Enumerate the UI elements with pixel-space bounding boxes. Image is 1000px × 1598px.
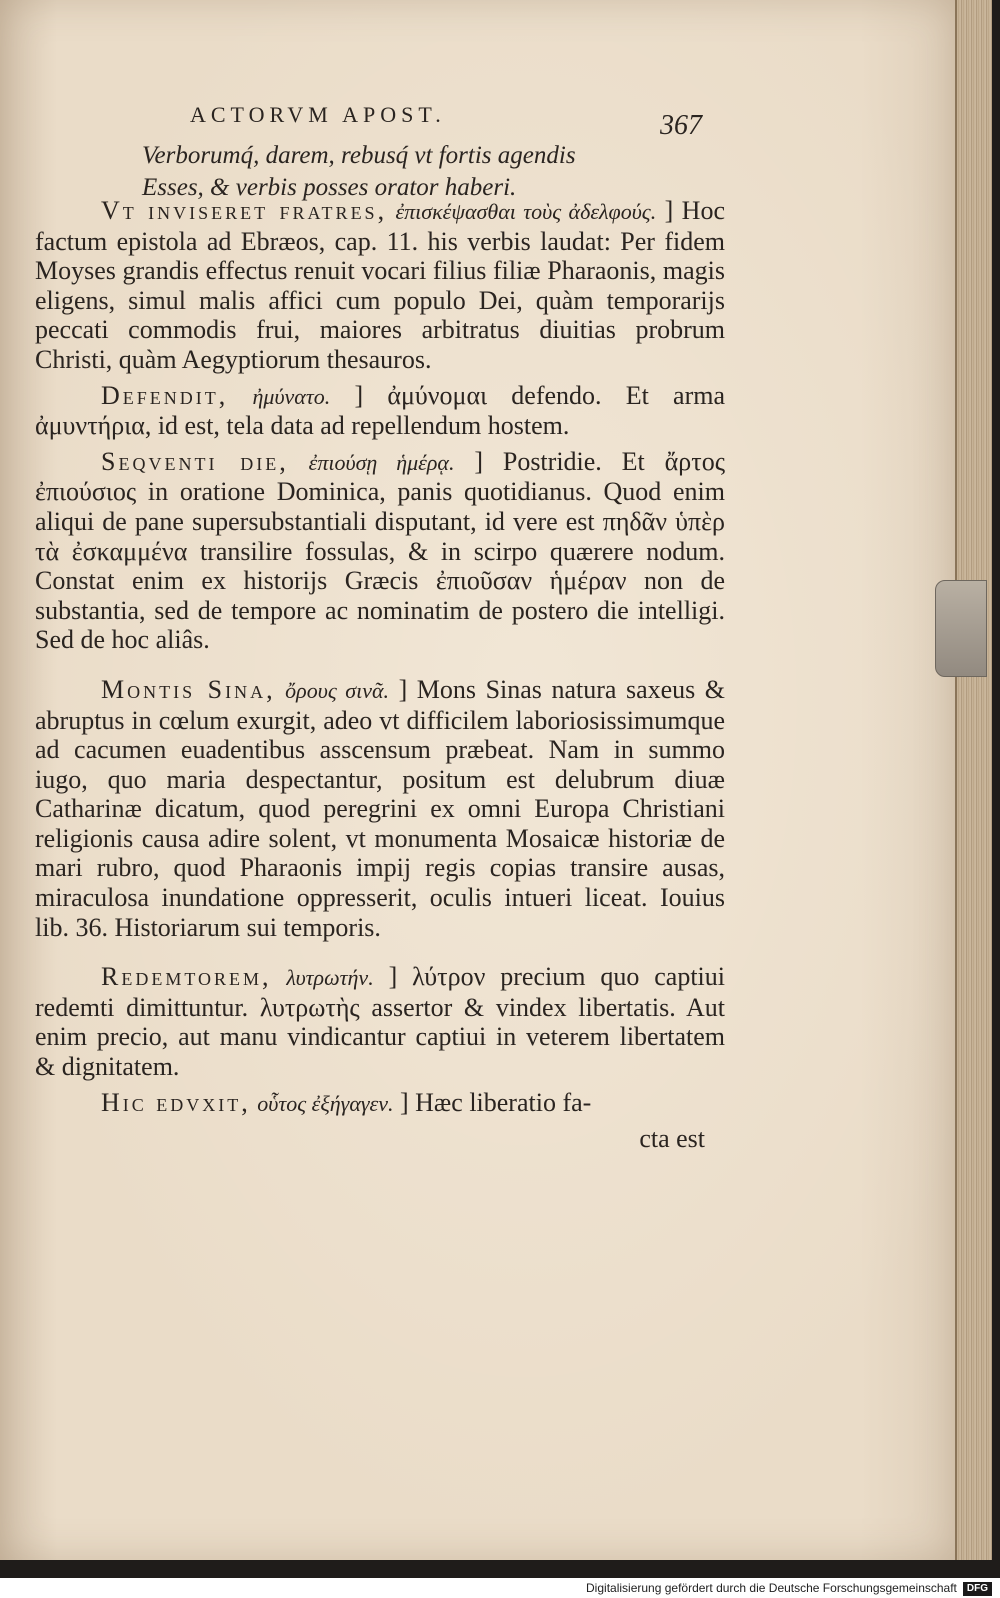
- entry-lemma: Vt inviseret fratres,: [101, 196, 388, 225]
- entry-greek: ἠμύνατο.: [252, 383, 331, 409]
- entry-text: ] ἀμύνομαι defendo. Et arma ἀμυντήρια, id est, tela data ad repellendum hostem.: [35, 380, 726, 441]
- entry-lemma: Montis Sina,: [101, 674, 276, 704]
- commentary-entry: [35, 962, 725, 1081]
- running-head: ACTORVM APOST.: [190, 102, 446, 127]
- commentary-entry: [35, 381, 725, 441]
- commentary-entry: [35, 196, 725, 375]
- book-clasp: [935, 580, 987, 677]
- entry-greek: ὄρους σινᾶ.: [285, 677, 390, 703]
- entry-text: ] λύτρον precium quo captiui redemti dimittuntur. λυτρωτὴς assertor & vindex libertatis. Aut enim precio, aut manu vindicantur captiui in veterem libertatem & dignitatem.: [35, 962, 725, 1082]
- entry-text: ] Hæc liberatio fa-: [400, 1087, 592, 1117]
- dfg-logo-icon: DFG: [963, 1582, 992, 1596]
- entry-lemma: Redemtorem,: [101, 962, 272, 992]
- entry-greek: οὗτος ἐξήγαγεν.: [257, 1090, 394, 1116]
- catchword: cta est: [639, 1124, 705, 1154]
- entry-greek: ἐπισκέψασθαι τοὺς ἀδελφούς.: [395, 199, 657, 224]
- commentary-entry: [35, 1088, 725, 1119]
- entry-text: ] Hoc factum epistola ad Ebræos, cap. 11. his verbis laudat: Per fidem Moyses grandis effectus renuit vocari filius filiæ Pharaonis, magis eligens, simul malis affici cum populo Dei, quàm temporarijs peccati commodis frui, maiores arbitratus diuitias probrum Christi, quàm Aegyptiorum thesauros.: [35, 196, 725, 374]
- entry-text: ] Mons Sinas natura saxeus & abruptus in cœlum exurgit, adeo vt difficilem laboriosissimumque ad cacumen euadentibus asscensum præbeat. Nam in summo iugo, quo maria despectantur, positum est delubrum diuæ Catharinæ dicatum, quod peregrini ex omni Europa Christiani religionis causa adire solent, vt monumenta Mosaicæ historiæ de mari rubro, quod Pharaonis impij regis copias transire ausas, miraculosa inundatione oppresserit, oculis intueri liceat. Iouius lib. 36. Historiarum sui temporis.: [35, 674, 726, 942]
- footer-credit: Digitalisierung gefördert durch die Deutsche Forschungsgemeinschaft: [586, 1581, 957, 1595]
- commentary-body: [35, 196, 725, 1154]
- entry-greek: λυτρωτήν.: [286, 965, 374, 991]
- entry-text: ] Postridie. Et ἄρτος ἐπιούσιος in oratione Dominica, panis quotidianus. Quod enim aliqui de pane supersubstantiali disputant, id vere est πηδᾶν ὑπὲρ τὰ ἐσκαμμένα transilire fossulas, & in scirpo quærere nodum. Constat enim ex historijs Græcis ἐπιοῦσαν ἡμέραν non de substantia, sed de tempore ac nominatim de postero die intelligi. Sed de hoc aliâs.: [35, 446, 725, 655]
- entry-lemma: Hic edvxit,: [101, 1087, 251, 1117]
- verse-quotation: [142, 140, 702, 204]
- entry-greek: ἐπιούσῃ ἡμέρᾳ.: [308, 449, 455, 475]
- book-fore-edge: [955, 0, 992, 1560]
- page-number: 367: [660, 110, 702, 141]
- verse-line-1: Verborumq́, darem, rebusq́ vt fortis agendis: [142, 142, 576, 169]
- commentary-entry: [35, 447, 725, 655]
- digitization-footer: [0, 1578, 1000, 1598]
- commentary-entry: [35, 675, 725, 942]
- entry-lemma: Defendit,: [101, 380, 229, 410]
- entry-lemma: Seqventi die,: [101, 446, 289, 476]
- verse-line-2: Esses, & verbis posses orator haberi.: [142, 174, 517, 201]
